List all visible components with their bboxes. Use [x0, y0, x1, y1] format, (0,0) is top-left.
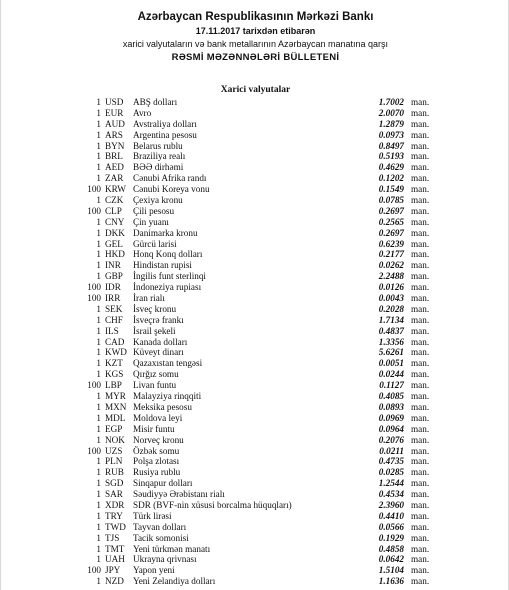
currency-name: Səudiyyə Ərəbistanı rialı — [133, 489, 225, 500]
rate-row — [1, 173, 509, 184]
exchange-rate: 0.0969 — [378, 412, 404, 423]
currency-unit: man. — [411, 303, 430, 314]
exchange-rate: 5.6261 — [378, 347, 404, 358]
nominal-amount: 100 — [87, 380, 101, 391]
rate-row — [1, 511, 509, 522]
nominal-amount: 1 — [96, 325, 101, 336]
currency-unit: man. — [411, 282, 430, 293]
currency-code: CNY — [105, 216, 125, 227]
currency-code: UAH — [105, 554, 125, 565]
currency-unit: man. — [411, 499, 430, 510]
currency-name: İngilis funt sterlinqi — [133, 271, 206, 282]
currency-unit: man. — [411, 423, 430, 434]
exchange-rate: 0.0262 — [378, 260, 404, 271]
bulletin-title: RƏSMİ MƏZƏNNƏLƏRİ BÜLLETENİ — [171, 52, 340, 63]
rate-row — [1, 130, 509, 141]
currency-code: KGS — [105, 369, 124, 380]
currency-unit: man. — [411, 369, 430, 380]
currency-unit: man. — [411, 434, 430, 445]
rate-row — [1, 369, 509, 380]
currency-name: Ukrayna qrivnası — [133, 554, 197, 565]
currency-code: IDR — [105, 282, 121, 293]
nominal-amount: 100 — [87, 282, 101, 293]
currency-code: AED — [105, 162, 124, 173]
currency-name: Norveç kronu — [133, 434, 184, 445]
currency-unit: man. — [411, 532, 430, 543]
currency-code: EGP — [105, 423, 123, 434]
currency-code: KRW — [105, 184, 126, 195]
rate-row — [1, 544, 509, 555]
exchange-rate: 0.8497 — [378, 140, 404, 151]
currency-name: Gürcü larisi — [133, 238, 177, 249]
currency-name: Küveyt dinarı — [133, 347, 184, 358]
currency-unit: man. — [411, 129, 430, 140]
currency-code: PLN — [105, 456, 123, 467]
bank-name: Azərbaycan Respublikasının Mərkəzi Bankı — [137, 11, 374, 23]
nominal-amount: 1 — [96, 554, 101, 565]
rate-row — [1, 413, 509, 424]
nominal-amount: 1 — [96, 521, 101, 532]
currency-unit: man. — [411, 293, 430, 304]
exchange-rate: 1.2544 — [378, 478, 404, 489]
currency-name: Yeni türkmən manatı — [133, 543, 211, 554]
currency-code: MDL — [105, 412, 126, 423]
exchange-rate: 0.4629 — [378, 162, 404, 173]
exchange-rate: 0.0642 — [378, 554, 404, 565]
currency-unit: man. — [411, 107, 430, 118]
exchange-rate: 0.0285 — [378, 467, 404, 478]
exchange-rate: 0.0126 — [378, 282, 404, 293]
rate-row — [1, 380, 509, 391]
rate-row — [1, 424, 509, 435]
nominal-amount: 1 — [96, 358, 101, 369]
rate-row — [1, 249, 509, 260]
nominal-amount: 1 — [96, 118, 101, 129]
nominal-amount: 1 — [96, 467, 101, 478]
exchange-rate: 0.1127 — [379, 380, 404, 391]
nominal-amount: 1 — [96, 260, 101, 271]
currency-name: Çili pesosu — [133, 205, 175, 216]
rate-row — [1, 522, 509, 533]
currency-name: Livan funtu — [133, 380, 177, 391]
currency-unit: man. — [411, 467, 430, 478]
nominal-amount: 1 — [96, 423, 101, 434]
currency-name: İsrail şekeli — [133, 325, 176, 336]
currency-name: İran rialı — [133, 293, 165, 304]
currency-name: Sinqapur dolları — [133, 478, 193, 489]
rate-row — [1, 347, 509, 358]
nominal-amount: 1 — [96, 532, 101, 543]
nominal-amount: 100 — [87, 205, 101, 216]
exchange-rate: 0.1929 — [378, 532, 404, 543]
currency-name: Polşa zlotası — [133, 456, 180, 467]
exchange-rate: 0.2697 — [378, 227, 404, 238]
currency-unit: man. — [411, 401, 430, 412]
currency-name: Avro — [133, 107, 152, 118]
currency-unit: man. — [411, 478, 430, 489]
exchange-rate: 1.2879 — [378, 118, 404, 129]
rate-row — [1, 271, 509, 282]
rate-row — [1, 402, 509, 413]
currency-unit: man. — [411, 412, 430, 423]
rate-row — [1, 337, 509, 348]
currency-code: MYR — [105, 391, 126, 402]
nominal-amount: 100 — [87, 293, 101, 304]
exchange-rate: 0.0051 — [378, 358, 404, 369]
nominal-amount: 1 — [96, 499, 101, 510]
currency-name: Çexiya kronu — [133, 195, 183, 206]
exchange-rate: 0.2076 — [378, 434, 404, 445]
rate-row — [1, 293, 509, 304]
nominal-amount: 100 — [87, 445, 101, 456]
currency-unit: man. — [411, 227, 430, 238]
rate-row — [1, 151, 509, 162]
currency-code: DKK — [105, 227, 125, 238]
nominal-amount: 1 — [96, 195, 101, 206]
currency-unit: man. — [411, 543, 430, 554]
currency-name: Yapon yeni — [133, 565, 175, 576]
currency-code: ILS — [105, 325, 119, 336]
nominal-amount: 1 — [96, 129, 101, 140]
currency-unit: man. — [411, 173, 430, 184]
currency-code: CZK — [105, 195, 124, 206]
nominal-amount: 1 — [96, 412, 101, 423]
rate-row — [1, 239, 509, 250]
currency-name: Qırğız somu — [133, 369, 179, 380]
currency-name: SDR (BVF-nin xüsusi borcalma hüquqları) — [133, 499, 292, 510]
nominal-amount: 1 — [96, 97, 101, 107]
rate-row — [1, 446, 509, 457]
currency-name: Tayvan dolları — [133, 521, 187, 532]
exchange-rate: 1.7134 — [378, 314, 404, 325]
nominal-amount: 1 — [96, 336, 101, 347]
currency-unit: man. — [411, 238, 430, 249]
exchange-rate: 1.3356 — [378, 336, 404, 347]
nominal-amount: 1 — [96, 151, 101, 162]
currency-code: BRL — [105, 151, 123, 162]
rate-row — [1, 435, 509, 446]
currency-unit: man. — [411, 347, 430, 358]
exchange-rate: 0.4735 — [378, 456, 404, 467]
currency-name: İsveçrə frankı — [133, 314, 184, 325]
currency-name: Braziliya realı — [133, 151, 186, 162]
currency-code: TJS — [105, 532, 120, 543]
currency-code: CHF — [105, 314, 123, 325]
nominal-amount: 1 — [96, 303, 101, 314]
currency-unit: man. — [411, 216, 430, 227]
nominal-amount: 1 — [96, 162, 101, 173]
currency-name: İndoneziya rupiası — [133, 282, 202, 293]
currency-unit: man. — [411, 118, 430, 129]
currency-name: Hindistan rupisi — [133, 260, 192, 271]
exchange-rate: 0.2028 — [378, 303, 404, 314]
currency-name: Danimarka kronu — [133, 227, 198, 238]
currency-code: INR — [105, 260, 121, 271]
nominal-amount: 100 — [87, 565, 101, 576]
rate-row — [1, 565, 509, 576]
exchange-rate: 0.0785 — [378, 195, 404, 206]
currency-code: ZAR — [105, 173, 124, 184]
nominal-amount: 1 — [96, 140, 101, 151]
rate-row — [1, 195, 509, 206]
currency-unit: man. — [411, 249, 430, 260]
rate-row — [1, 119, 509, 130]
nominal-amount: 1 — [96, 249, 101, 260]
currency-unit: man. — [411, 510, 430, 521]
nominal-amount: 1 — [96, 576, 101, 587]
currency-unit: man. — [411, 521, 430, 532]
effective-date: 17.11.2017 tarixdən etibarən — [195, 26, 316, 36]
currency-code: TWD — [105, 521, 126, 532]
currency-name: Misir funtu — [133, 423, 175, 434]
currency-code: USD — [105, 97, 124, 107]
exchange-rate: 0.0211 — [379, 445, 404, 456]
rate-row — [1, 108, 509, 119]
rate-row — [1, 315, 509, 326]
currency-unit: man. — [411, 456, 430, 467]
bulletin-subtitle: xarici valyutaların və bank metallarının Azərbaycan manatına qarşı — [122, 39, 389, 49]
nominal-amount: 1 — [96, 391, 101, 402]
rate-row — [1, 467, 509, 478]
exchange-rate: 1.1636 — [378, 576, 404, 587]
rate-row — [1, 391, 509, 402]
exchange-rate: 0.0973 — [378, 129, 404, 140]
currency-code: XDR — [105, 499, 125, 510]
currency-unit: man. — [411, 195, 430, 206]
nominal-amount: 1 — [96, 543, 101, 554]
currency-unit: man. — [411, 184, 430, 195]
nominal-amount: 1 — [96, 227, 101, 238]
currency-code: AUD — [105, 118, 125, 129]
exchange-rate: 0.1549 — [378, 184, 404, 195]
nominal-amount: 1 — [96, 347, 101, 358]
nominal-amount: 1 — [96, 456, 101, 467]
currency-code: SAR — [105, 489, 123, 500]
currency-code: NOK — [105, 434, 125, 445]
currency-code: SGD — [105, 478, 124, 489]
currency-unit: man. — [411, 325, 430, 336]
currency-name: Çin yuanı — [133, 216, 169, 227]
nominal-amount: 1 — [96, 173, 101, 184]
nominal-amount: 1 — [96, 401, 101, 412]
rate-row — [1, 162, 509, 173]
currency-unit: man. — [411, 97, 430, 107]
currency-unit: man. — [411, 565, 430, 576]
rate-row — [1, 141, 509, 152]
currency-code: GBP — [105, 271, 123, 282]
currency-code: CLP — [105, 205, 122, 216]
currency-name: Malayziya rinqqiti — [133, 391, 202, 402]
currency-name: Moldova leyi — [133, 412, 183, 423]
currency-code: ARS — [105, 129, 123, 140]
exchange-rate: 2.3960 — [378, 499, 404, 510]
currency-name: Honq Konq dolları — [133, 249, 203, 260]
currency-name: Avstraliya dolları — [133, 118, 197, 129]
rate-row — [1, 282, 509, 293]
rate-row — [1, 478, 509, 489]
nominal-amount: 1 — [96, 107, 101, 118]
currency-name: Yeni Zelandiya dolları — [133, 576, 216, 587]
currency-code: KZT — [105, 358, 123, 369]
rate-row — [1, 489, 509, 500]
rate-row — [1, 500, 509, 511]
nominal-amount: 1 — [96, 271, 101, 282]
exchange-rate: 0.5193 — [378, 151, 404, 162]
rate-row — [1, 533, 509, 544]
currency-code: KWD — [105, 347, 127, 358]
currency-unit: man. — [411, 151, 430, 162]
currency-name: Cənubi Afrika randı — [133, 173, 207, 184]
currency-unit: man. — [411, 358, 430, 369]
currency-unit: man. — [411, 445, 430, 456]
exchange-rate: 0.4534 — [378, 489, 404, 500]
nominal-amount: 100 — [87, 184, 101, 195]
rate-row — [1, 184, 509, 195]
rate-row — [1, 206, 509, 217]
exchange-rate: 0.4085 — [378, 391, 404, 402]
currency-code: LBP — [105, 380, 122, 391]
currency-code: IRR — [105, 293, 121, 304]
nominal-amount: 1 — [96, 216, 101, 227]
exchange-rate: 0.2177 — [378, 249, 404, 260]
exchange-rate: 0.0964 — [378, 423, 404, 434]
nominal-amount: 1 — [96, 510, 101, 521]
currency-name: BƏƏ dirhəmi — [133, 162, 184, 173]
exchange-rate: 0.4837 — [378, 325, 404, 336]
exchange-rate: 1.7002 — [378, 97, 404, 107]
rate-row — [1, 326, 509, 337]
currency-name: Argentina pesosu — [133, 129, 197, 140]
currency-code: CAD — [105, 336, 125, 347]
rate-row — [1, 554, 509, 565]
currency-unit: man. — [411, 314, 430, 325]
currency-code: HKD — [105, 249, 125, 260]
currency-unit: man. — [411, 140, 430, 151]
currency-unit: man. — [411, 576, 430, 587]
currency-unit: man. — [411, 271, 430, 282]
nominal-amount: 1 — [96, 238, 101, 249]
currency-code: TRY — [105, 510, 123, 521]
currency-code: EUR — [105, 107, 124, 118]
exchange-rate: 0.6239 — [378, 238, 404, 249]
section-title: Xarici valyutalar — [220, 85, 291, 95]
exchange-rate: 0.0893 — [378, 401, 404, 412]
nominal-amount: 1 — [96, 434, 101, 445]
nominal-amount: 1 — [96, 314, 101, 325]
currency-code: GEL — [105, 238, 123, 249]
rate-row — [1, 576, 509, 587]
rate-row — [1, 304, 509, 315]
currency-name: Qazaxıstan tengəsi — [133, 358, 203, 369]
nominal-amount: 1 — [96, 478, 101, 489]
currency-code: RUB — [105, 467, 124, 478]
rate-row — [1, 217, 509, 228]
rate-row — [1, 97, 509, 108]
currency-unit: man. — [411, 336, 430, 347]
currency-unit: man. — [411, 380, 430, 391]
exchange-rate: 0.0244 — [378, 369, 404, 380]
nominal-amount: 1 — [96, 489, 101, 500]
exchange-rate: 2.0070 — [378, 107, 404, 118]
currency-name: Meksika pesosu — [133, 401, 192, 412]
currency-name: Özbək somu — [133, 445, 180, 456]
currency-unit: man. — [411, 489, 430, 500]
exchange-rate: 2.2488 — [378, 271, 404, 282]
currency-unit: man. — [411, 162, 430, 173]
nominal-amount: 1 — [96, 369, 101, 380]
currency-unit: man. — [411, 391, 430, 402]
currency-unit: man. — [411, 554, 430, 565]
currency-name: Rusiya rublu — [133, 467, 181, 478]
currency-code: NZD — [105, 576, 124, 587]
bulletin-header — [1, 10, 509, 65]
currency-code: UZS — [105, 445, 123, 456]
exchange-rate: 0.4858 — [378, 543, 404, 554]
exchange-rate: 0.2565 — [378, 216, 404, 227]
currency-code: SEK — [105, 303, 123, 314]
currency-unit: man. — [411, 260, 430, 271]
currency-name: Türk lirəsi — [133, 510, 172, 521]
rate-row — [1, 456, 509, 467]
currency-code: TMT — [105, 543, 125, 554]
rate-row — [1, 228, 509, 239]
currency-name: Cənubi Koreya vonu — [133, 184, 210, 195]
exchange-rate: 0.1202 — [378, 173, 404, 184]
rate-row — [1, 260, 509, 271]
currency-unit: man. — [411, 205, 430, 216]
exchange-rate: 0.4410 — [378, 510, 404, 521]
currency-name: Kanada dolları — [133, 336, 188, 347]
rates-table — [1, 97, 509, 587]
currency-code: JPY — [105, 565, 121, 576]
currency-code: BYN — [105, 140, 125, 151]
exchange-rate: 1.5104 — [378, 565, 404, 576]
currency-name: İsveç kronu — [133, 303, 177, 314]
exchange-rate: 0.0566 — [378, 521, 404, 532]
exchange-rate: 0.0043 — [378, 293, 404, 304]
currency-code: MXN — [105, 401, 127, 412]
rate-row — [1, 358, 509, 369]
currency-name: Tacik somonisi — [133, 532, 189, 543]
currency-name: ABŞ dolları — [133, 97, 178, 107]
currency-name: Belarus rublu — [133, 140, 183, 151]
exchange-rate: 0.2697 — [378, 205, 404, 216]
